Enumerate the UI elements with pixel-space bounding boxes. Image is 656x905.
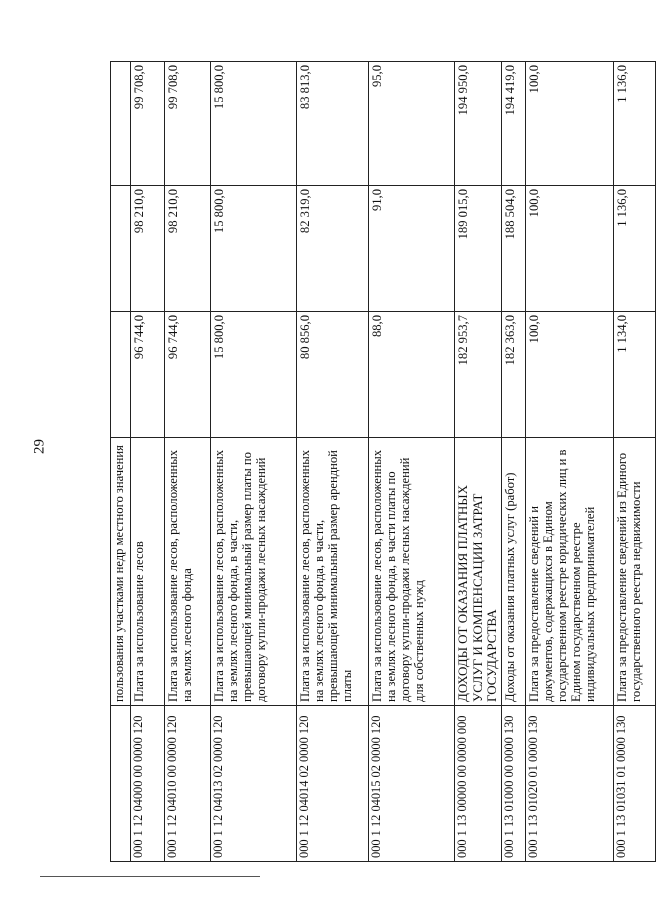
value-year2-cell: 98 210,0: [131, 186, 165, 312]
budget-code-cell: 000 1 13 01000 00 0000 130: [501, 706, 525, 862]
table-row: [525, 62, 613, 862]
value-year2-cell: 188 504,0: [501, 186, 525, 312]
value-year3-cell: 99 708,0: [131, 62, 165, 186]
table-row: [455, 62, 502, 862]
value-year1-cell: 88,0: [369, 312, 455, 438]
budget-code-cell: 000 1 13 01031 01 0000 130: [613, 706, 655, 862]
value-year2-cell: 1 136,0: [613, 186, 655, 312]
value-year1-cell: 96 744,0: [131, 312, 165, 438]
value-year2-cell: 82 319,0: [297, 186, 369, 312]
budget-code-cell: 000 1 12 04014 02 0000 120: [297, 706, 369, 862]
value-year2-cell: [111, 186, 131, 312]
revenue-name-cell: Плата за использование лесов, расположенных на землях лесного фонда: [165, 438, 211, 706]
table-row: [165, 62, 211, 862]
value-year1-cell: 80 856,0: [297, 312, 369, 438]
value-year1-cell: [111, 312, 131, 438]
revenue-name-cell: Плата за предоставление сведений и документов, содержащихся в Едином государственном реестре юридических лиц и в Едином государственном реестре индивидуальных предпринимателей: [525, 438, 613, 706]
revenue-name-cell: Плата за использование лесов, расположенных на землях лесного фонда, в части, превышающей минимальный размер платы по договору купли-продажи лесных насаждений: [211, 438, 297, 706]
value-year3-cell: 100,0: [525, 62, 613, 186]
revenue-name-cell: Плата за предоставление сведений из Единого государственного реестра недвижимости: [613, 438, 655, 706]
value-year3-cell: 15 800,0: [211, 62, 297, 186]
footnote-rule: [40, 876, 260, 877]
value-year3-cell: 194 950,0: [455, 62, 502, 186]
page-number: 29: [31, 439, 48, 454]
budget-code-cell: 000 1 13 01020 01 0000 130: [525, 706, 613, 862]
table-row: [297, 62, 369, 862]
budget-code-cell: 000 1 12 04010 00 0000 120: [165, 706, 211, 862]
value-year1-cell: 182 363,0: [501, 312, 525, 438]
value-year2-cell: 100,0: [525, 186, 613, 312]
value-year1-cell: 96 744,0: [165, 312, 211, 438]
value-year3-cell: [111, 62, 131, 186]
rotated-table-container: [110, 62, 643, 862]
value-year2-cell: 189 015,0: [455, 186, 502, 312]
budget-code-cell: 000 1 12 04013 02 0000 120: [211, 706, 297, 862]
value-year1-cell: 1 134,0: [613, 312, 655, 438]
table-row: [613, 62, 655, 862]
budget-code-cell: [111, 706, 131, 862]
table-row: [111, 62, 131, 862]
value-year3-cell: 83 813,0: [297, 62, 369, 186]
value-year2-cell: 15 800,0: [211, 186, 297, 312]
revenue-name-cell: ДОХОДЫ ОТ ОКАЗАНИЯ ПЛАТНЫХ УСЛУГ И КОМПЕНСАЦИИ ЗАТРАТ ГОСУДАРСТВА: [455, 438, 502, 706]
revenue-name-cell: Плата за использование лесов, расположенных на землях лесного фонда, в части платы по договору купли-продажи лесных насаждений для собственных нужд: [369, 438, 455, 706]
value-year2-cell: 91,0: [369, 186, 455, 312]
revenue-name-cell: Доходы от оказания платных услуг (работ): [501, 438, 525, 706]
table-row: [211, 62, 297, 862]
value-year1-cell: 100,0: [525, 312, 613, 438]
budget-code-cell: 000 1 12 04000 00 0000 120: [131, 706, 165, 862]
value-year2-cell: 98 210,0: [165, 186, 211, 312]
value-year3-cell: 194 419,0: [501, 62, 525, 186]
budget-code-cell: 000 1 13 00000 00 0000 000: [455, 706, 502, 862]
value-year3-cell: 95,0: [369, 62, 455, 186]
revenue-name-cell: пользования участками недр местного значения: [111, 438, 131, 706]
revenue-name-cell: Плата за использование лесов, расположенных на землях лесного фонда, в части, превышающей минимальный размер арендной платы: [297, 438, 369, 706]
revenue-table: [110, 61, 656, 862]
value-year1-cell: 15 800,0: [211, 312, 297, 438]
table-row: [369, 62, 455, 862]
budget-code-cell: 000 1 12 04015 02 0000 120: [369, 706, 455, 862]
table-row: [501, 62, 525, 862]
revenue-name-cell: Плата за использование лесов: [131, 438, 165, 706]
table-row: [131, 62, 165, 862]
value-year3-cell: 99 708,0: [165, 62, 211, 186]
revenue-table-body: [111, 62, 656, 862]
value-year1-cell: 182 953,7: [455, 312, 502, 438]
value-year3-cell: 1 136,0: [613, 62, 655, 186]
